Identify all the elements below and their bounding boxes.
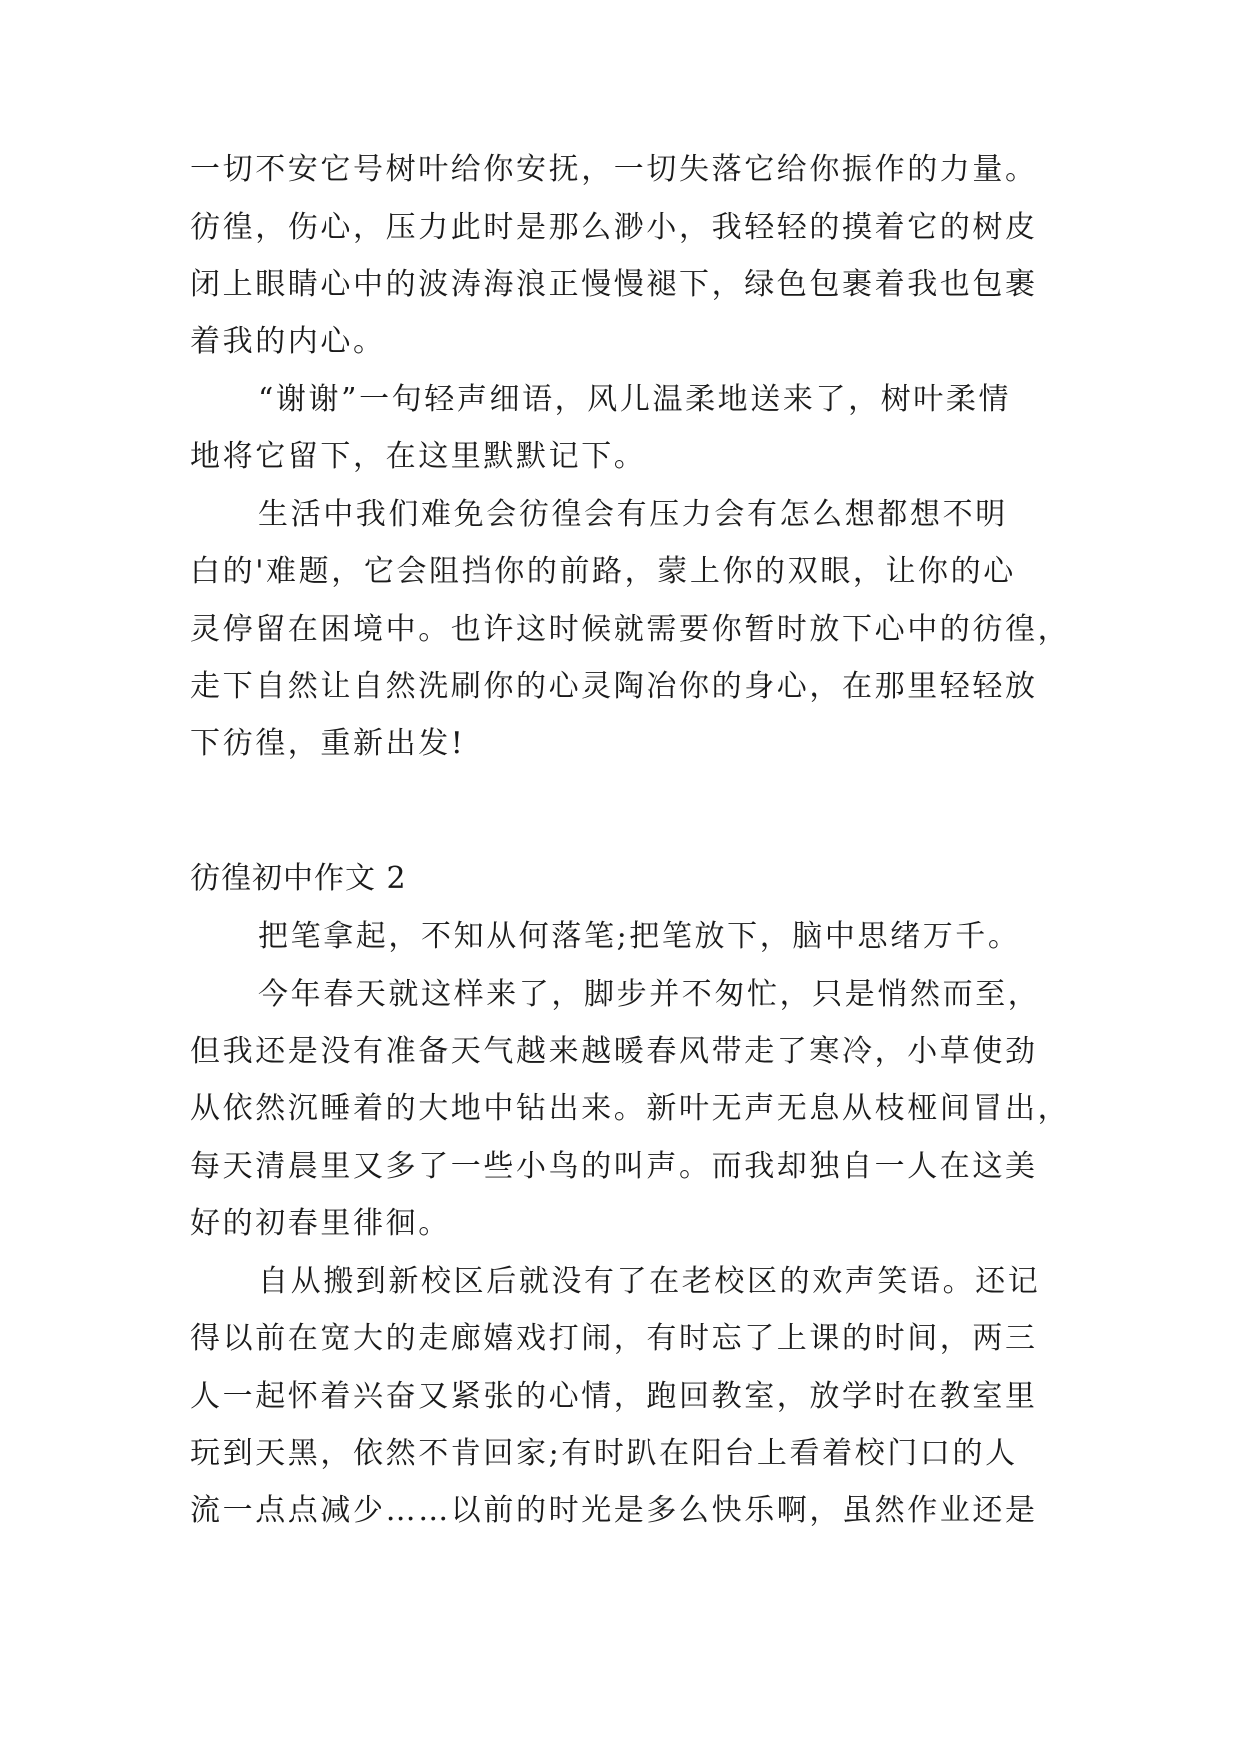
text-line: 每天清晨里又多了一些小鸟的叫声。而我却独自一人在这美 [190, 1149, 1038, 1184]
text-line: 一切不安它号树叶给你安抚，一切失落它给你振作的力量。 [190, 152, 1038, 187]
text-line: 彷徨，伤心，压力此时是那么渺小，我轻轻的摸着它的树皮 [190, 210, 1038, 245]
paragraph-first-line: 生活中我们难免会彷徨会有压力会有怎么想都想不明 [258, 497, 1008, 532]
text-line: 流一点点减少……以前的时光是多么快乐啊，虽然作业还是 [190, 1493, 1038, 1528]
text-line: 着我的内心。 [190, 324, 386, 359]
text-line: 下彷徨，重新出发! [190, 726, 466, 761]
text-line: 白的'难题，它会阻挡你的前路，蒙上你的双眼，让你的心 [190, 554, 1016, 589]
paragraph-first-line: “谢谢”一句轻声细语，风儿温柔地送来了，树叶柔情 [258, 382, 1012, 417]
paragraph-first-line: 把笔拿起，不知从何落笔;把笔放下，脑中思绪万千。 [258, 919, 1021, 954]
section-heading: 彷徨初中作文 2 [190, 861, 407, 896]
text-line: 地将它留下，在这里默默记下。 [190, 439, 647, 474]
text-line: 从依然沉睡着的大地中钻出来。新叶无声无息从枝桠间冒出， [190, 1091, 1071, 1126]
text-line: 人一起怀着兴奋又紧张的心情，跑回教室，放学时在教室里 [190, 1379, 1038, 1414]
text-line: 得以前在宽大的走廊嬉戏打闹，有时忘了上课的时间，两三 [190, 1321, 1038, 1356]
paragraph-first-line: 自从搬到新校区后就没有了在老校区的欢声笑语。还记 [258, 1264, 1041, 1299]
text-line: 玩到天黑，依然不肯回家;有时趴在阳台上看着校门口的人 [190, 1436, 1018, 1471]
text-line: 走下自然让自然洗刷你的心灵陶冶你的身心，在那里轻轻放 [190, 669, 1038, 704]
text-line: 好的初春里徘徊。 [190, 1206, 451, 1241]
paragraph-first-line: 今年春天就这样来了，脚步并不匆忙，只是悄然而至， [258, 977, 1041, 1012]
text-line: 但我还是没有准备天气越来越暖春风带走了寒冷，小草使劲 [190, 1034, 1038, 1069]
text-line: 灵停留在困境中。也许这时候就需要你暂时放下心中的彷徨， [190, 612, 1071, 647]
text-line: 闭上眼睛心中的波涛海浪正慢慢褪下，绿色包裹着我也包裹 [190, 267, 1038, 302]
